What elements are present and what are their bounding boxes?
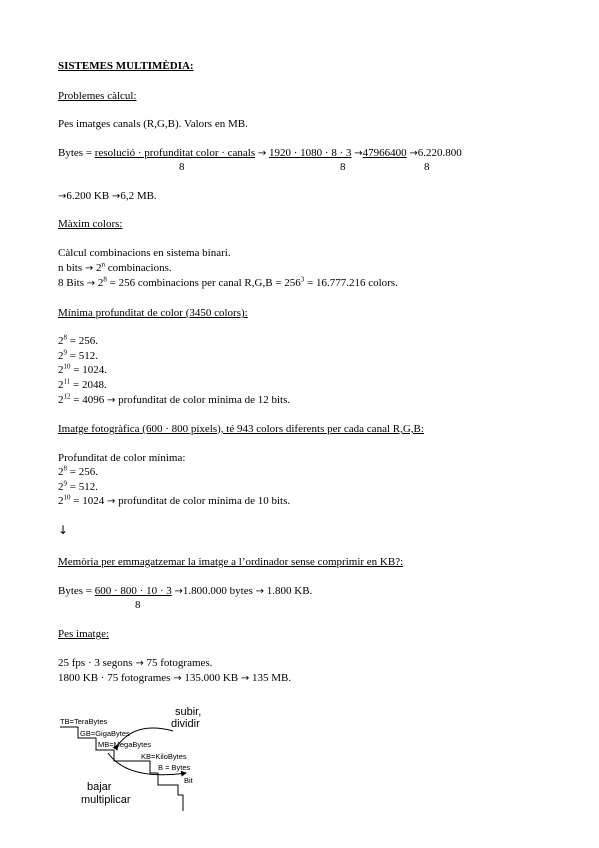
page-title: SISTEMES MULTIMÈDIA: (58, 60, 194, 72)
n-bits-line (58, 262, 172, 275)
arrow-icon: → (173, 673, 182, 684)
conclusion: profunditat de color mínima de 12 bits. (118, 394, 291, 406)
power-value: = 256. (67, 335, 98, 347)
down-label: multiplicar (81, 794, 131, 806)
power-row (58, 379, 107, 392)
unit-label: GB=GigaBytes (80, 729, 130, 738)
power-row (58, 466, 98, 479)
min-depth-label: Profunditat de color mínima: (58, 452, 186, 464)
arrow-icon: → (409, 148, 418, 159)
arrow-icon: → (111, 191, 121, 202)
exponent: 3 (300, 275, 305, 284)
value-mb: 6,2 MB. (120, 190, 157, 202)
bytes-formula (58, 147, 462, 160)
text-segment: n bits (58, 262, 83, 274)
arrow-icon: → (255, 586, 265, 597)
arrow-icon: → (240, 673, 250, 684)
formula-result: 6.220.800 (417, 147, 462, 159)
unit-label: KB=KiloBytes (141, 752, 187, 761)
section-heading-weight: Pes imatge: (58, 628, 110, 640)
units-staircase-diagram (58, 703, 228, 813)
text-segment: 2 (96, 262, 102, 274)
formula-denominator: 8 (340, 161, 346, 173)
base: 2 (58, 495, 64, 507)
conversion-line (58, 190, 157, 203)
power-row (58, 335, 98, 348)
section-heading-memory: Memòria per emmagatzemar la imatge a l’ordinador sense comprimir en KB?: (58, 556, 404, 568)
text-segment: 8 Bits (58, 277, 84, 289)
formula-denominator: 8 (179, 161, 185, 173)
power-row-conclusion (58, 495, 290, 508)
text-segment: 135 MB. (252, 672, 292, 684)
arrow-icon: → (257, 148, 267, 159)
exponent: 10 (63, 362, 71, 371)
text-segment: 135.000 KB (184, 672, 239, 684)
size-line (58, 672, 291, 685)
power-value: = 512. (67, 481, 98, 493)
unit-label: TB=TeraBytes (60, 717, 108, 726)
formula-lead: Bytes = (58, 585, 95, 597)
power-row (58, 350, 98, 363)
power-row-conclusion (58, 394, 290, 407)
formula-numerator-values: 1920 · 1080 · 8 · 3 (269, 147, 352, 159)
section-heading-calc: Problemes càlcul: (58, 90, 137, 102)
formula-denominator: 8 (135, 599, 141, 611)
power-value: = 256. (67, 466, 98, 478)
arrow-icon: → (106, 395, 116, 406)
exponent: 11 (63, 377, 71, 386)
unit-label: Bit (184, 776, 193, 785)
formula-numerator: 600 · 800 · 10 · 3 (94, 585, 172, 597)
section-heading-max-colors: Màxim colors: (58, 218, 123, 230)
section-heading-min-depth: Mínima profunditat de color (3450 colors): (58, 307, 248, 319)
arrow-icon: → (174, 586, 183, 597)
binary-intro: Càlcul combinacions en sistema binari. (58, 247, 231, 259)
section-heading-photo: Imatge fotogràfica (600 · 800 píxels), té 943 colors diferents per cada canal R,G,B: (58, 423, 424, 435)
unit-label: MB=MegaBytes (98, 740, 152, 749)
power-value: = 2048. (70, 379, 107, 391)
arrow-icon: → (106, 496, 116, 507)
arrow-icon: → (58, 191, 67, 202)
value-kb: 6.200 KB (66, 190, 110, 202)
base: 2 (58, 394, 64, 406)
conclusion: profunditat de color mínima de 10 bits. (118, 495, 291, 507)
exponent: 8 (63, 464, 67, 473)
base: 2 (58, 364, 64, 376)
down-arrow-icon: ↓ (58, 523, 69, 537)
formula-denominator: 8 (424, 161, 430, 173)
down-label: bajar (87, 781, 112, 793)
text-segment: combinacions. (105, 262, 172, 274)
eight-bits-line (58, 277, 398, 290)
arrow-icon: → (86, 278, 96, 289)
formula-numerator-product: 47966400 (362, 147, 407, 159)
value-kb: 1.800 KB. (266, 585, 313, 597)
frames-line (58, 657, 212, 670)
base: 2 (58, 335, 64, 347)
text-segment: 25 fps · 3 segons (58, 657, 133, 669)
power-value: = 1024. (70, 364, 107, 376)
power-value: = 1024 (70, 495, 105, 507)
base: 2 (58, 379, 64, 391)
base: 2 (58, 350, 64, 362)
arrow-icon: → (354, 148, 363, 159)
text-segment: 2 (97, 277, 104, 289)
formula-numerator-general: resolució · profunditat color · canals (94, 147, 256, 159)
unit-label: B = Bytes (158, 763, 191, 772)
text-segment: = 256 combinacions per canal R,G,B = 256 (106, 277, 301, 289)
arrow-icon: → (84, 263, 94, 274)
base: 2 (58, 466, 64, 478)
memory-formula (58, 585, 312, 598)
text-segment: 75 fotogrames. (146, 657, 213, 669)
exponent: 12 (63, 392, 71, 401)
formula-lead: Bytes = (58, 147, 95, 159)
power-row (58, 364, 107, 377)
exponent: 8 (103, 275, 107, 284)
intro-line: Pes imatges canals (R,G,B). Valors en MB. (58, 118, 248, 130)
power-value: = 512. (67, 350, 98, 362)
exponent: 9 (63, 479, 67, 488)
power-value: = 4096 (70, 394, 105, 406)
exponent: n (101, 260, 106, 269)
up-label: subir, (175, 706, 202, 718)
base: 2 (58, 481, 64, 493)
arrow-icon: → (135, 658, 144, 669)
power-row (58, 481, 98, 494)
text-segment: 1800 KB · 75 fotogrames (58, 672, 171, 684)
exponent: 8 (63, 333, 67, 342)
up-label: dividir (171, 718, 200, 730)
value-bytes: 1.800.000 bytes (182, 585, 253, 597)
exponent: 10 (63, 493, 71, 502)
exponent: 9 (63, 348, 67, 357)
text-segment: = 16.777.216 colors. (304, 277, 398, 289)
